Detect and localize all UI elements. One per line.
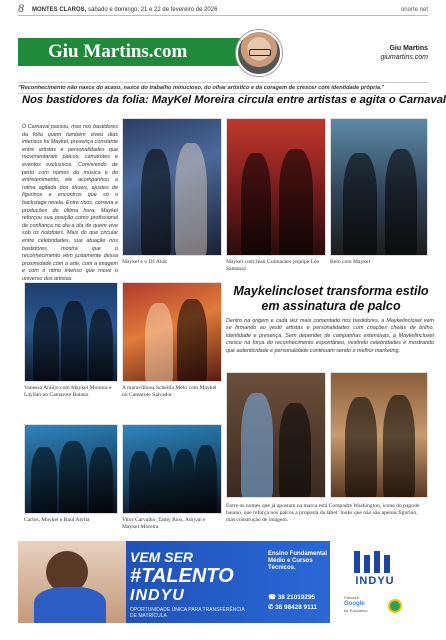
author-name: Giu Martins <box>389 45 428 52</box>
photo-belo-maykel <box>330 118 428 256</box>
ad-brand: INDYU <box>355 575 395 587</box>
caption-6: Carlos, Maykel e Raul Atylla <box>24 517 90 523</box>
photo-scheilla-maykel <box>122 282 222 382</box>
column-tagline: "Reconhecimento não nasce do acaso, nasce do trabalho minucioso, do olhar artístico e da coragem de crescer com identidade própria." <box>18 82 428 94</box>
photo-vanessa-maykel <box>24 282 118 382</box>
ad-phone-2[interactable]: ✆ 38 98428 9111 <box>268 604 318 611</box>
page-header <box>18 1 428 16</box>
article2-caption: Entre os nomes que já apostam na marca está Compadre Washington, ícone do pagode baiano, que reforça nos palcos a proposta da label: looks que não são apenas figurino, mas construção de imagem. <box>226 503 420 523</box>
ad-schools: Ensino Fundamental Médio e Cursos Técnicos. <box>268 551 328 571</box>
photo-maykel-alok <box>122 118 222 256</box>
caption-2: Maykel com Jean Guimarães (equipe Léo Santana) <box>226 259 320 272</box>
seal-icon <box>388 599 402 613</box>
ad-partner-name: Google <box>344 601 365 607</box>
ad-phone-1[interactable]: ☎ 38 21019295 <box>268 594 316 601</box>
ad-line3: INDYU <box>130 587 185 604</box>
article1-body: O Carnaval passou, mas nos bastidores da folia quem também viveu dias intensos foi Maykel, presença constante entre artistas e personalidades que movimentaram palcos, camarotes e eventos exclusivos. Convivendo de perto com nomes do música e do entretenimento, ele acompanhou a rotina agitada dos shows, ajustes de figurinos e encontros que só o backstage revela. Entre risos, correria e produções de última hora, Maykel reforçou sua posição como profissional de confiança no dia a dia de quem vive sob os holofotes. Mais do que circular entre celebridades, sua atuação nos bastidores mostra que o reconhecimento vem justamente dessa proximidade com a arte, com a imagem e com o ritmo intenso que move o universo dos artistas. <box>22 124 118 282</box>
ad-line2: #TALENTO <box>130 565 234 587</box>
ad-line1: VEM SER <box>130 549 194 565</box>
caption-3: Belo com Maykel <box>330 259 371 265</box>
article2-title: Maykelincloset transforma estilo em assinatura de palco <box>233 284 429 313</box>
author-site[interactable]: giumartins.com <box>380 54 428 61</box>
caption-1: Maykel e o DJ Alok <box>122 259 168 265</box>
ad-partner-sub: for Education <box>344 608 368 613</box>
page-number: 8 <box>18 1 24 15</box>
caption-5: A maravilhosa Scheilla Melo com Maykel no Camarote Salvador <box>122 385 217 398</box>
edition-info <box>32 4 217 16</box>
caption-7: Vitor Carvalho, Tamy Ríos, Adryan e Maykel Moreira <box>122 517 206 530</box>
ad-blue-panel <box>18 541 330 623</box>
article1-title: Nos bastidores da folia: MayKel Moreira circula entre artistas e agita o Carnaval <box>22 94 446 106</box>
author-avatar <box>236 30 282 76</box>
photo-compadre-washington-1 <box>226 372 326 498</box>
column-banner: Giu Martins.com <box>18 38 278 66</box>
edition-city: MONTES CLAROS, <box>32 7 87 13</box>
article2-body: Dentro na origem e cada vez mais comentado nos bastidores, a Maykelincloset vem se firmando ao vestir artistas e personalidades com criações cheias de brilho, identidade e presença. Sem depender de campanhas extensivas, a Maykelincloset cresce na força do reconhecimento espontâneo, vestindo celebridades e mostrando que autenticidade e personalidade continuam sendo o melhor marketing. <box>226 318 434 354</box>
advertisement[interactable] <box>18 541 428 623</box>
ad-partner-label: Parceira <box>344 595 359 600</box>
ad-subtitle: OPORTUNIDADE ÚNICA PARA TRANSFERÊNCIA DE MATRÍCULA <box>130 607 245 619</box>
site-url[interactable]: onorte.net <box>400 7 428 13</box>
indyu-logo-icon <box>348 551 394 573</box>
edition-date: sábado e domingo, 21 e 22 de fevereiro de 2026 <box>86 7 218 13</box>
photo-vitor-tamy-adryan <box>122 424 222 514</box>
photo-compadre-washington-2 <box>330 372 428 498</box>
ad-student-photo <box>18 541 126 623</box>
photo-maykel-jean <box>226 118 326 256</box>
caption-4: Vanessa Araújo com Maykel Moreira e Layllan no Camarote Baiano <box>24 385 112 398</box>
photo-carlos-maykel-raul <box>24 424 118 514</box>
